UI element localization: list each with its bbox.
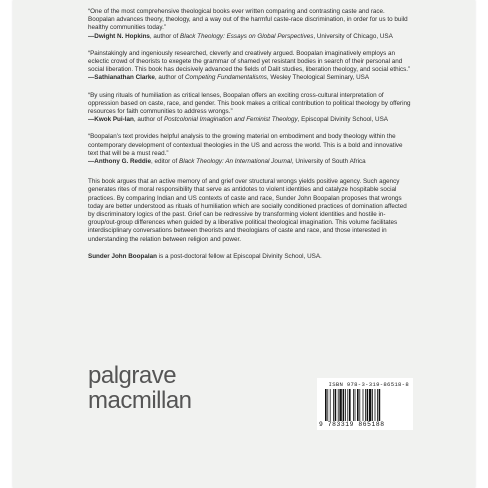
barcode-stripe — [355, 389, 356, 421]
barcode-bars — [321, 389, 409, 421]
endorsement-quote — [88, 133, 413, 166]
publisher-logo — [88, 363, 192, 413]
endorser-name: —Kwok Pui-lan — [88, 116, 134, 124]
barcode-stripe — [365, 389, 366, 421]
quote-attribution: —Dwight N. Hopkins, author of Black Theology: Essays on Global Perspectives, University of Chicago, USA — [88, 32, 393, 40]
author-name: Sunder John Boopalan — [88, 252, 157, 260]
barcode-stripe — [359, 389, 360, 421]
barcode-stripe — [345, 389, 346, 421]
barcode-stripe — [377, 389, 378, 421]
barcode-stripe — [372, 389, 373, 421]
barcode-stripe — [327, 389, 328, 421]
endorser-book-title: Black Theology: An International Journal — [179, 158, 292, 166]
cover-text — [88, 8, 413, 261]
endorser-name: —Sathianathan Clarke — [88, 74, 155, 82]
author-bio-text: is a post-doctoral fellow at Episcopal Divinity School, USA. — [156, 252, 322, 260]
isbn-label: ISBN 978-3-319-86518-8 — [328, 381, 409, 388]
quote-attribution: —Kwok Pui-lan, author of Postcolonial Imagination and Feminist Theology, Episcopal Divinity School, USA — [88, 116, 388, 124]
barcode-stripe — [379, 389, 381, 421]
barcode-stripe — [330, 389, 331, 421]
book-description: This book argues that an active memory of and grief over structural wrongs yields positive agency. Such agency generates rites of moral responsibility that serve as antidotes to violent identities and catalyze hospitable social practices. By comparing Indian and US contexts of caste and race, Sunder John Boopalan proposes that wrongs today are better understood as rituals of humiliation which are socially conditioned practices of domination affected by discriminatory logics of the past. Grief can be redressive by transforming violent identities and hostile in-group/out-group differences when guided by a liberative political theological imagination. This volume facilitates interdisciplinary conversations between theorists and theologians of caste and race, and those interested in understanding the relation between religion and power. — [88, 178, 407, 243]
barcode-stripe — [338, 389, 339, 421]
endorsement-quote — [88, 92, 413, 125]
barcode-stripe — [367, 389, 369, 421]
quote-text: “Painstakingly and ingeniously researched, cleverly and creatively argued. Boopalan imaginatively employs an eclectic crowd of theorists to exegete the grammar of shamed yet resistant bodies in search of their personal and social liberation. This book has decisively advanced the fields of Dalit studies, liberation theology, and social ethics.” — [88, 49, 411, 74]
quote-attribution: —Anthony G. Reddie, editor of Black Theology: An International Journal, University of South Africa — [88, 158, 366, 166]
barcode-stripe — [325, 389, 327, 421]
barcode-number: 9 783319 865188 — [319, 421, 385, 428]
publisher-logo-line1: palgrave — [88, 362, 177, 389]
barcode-stripe — [333, 389, 334, 421]
quote-text: “One of the most comprehensive theological books ever written comparing and contrasting caste and race. Boopalan advances theory, theology, and a way out of the harmful caste-race discrimination, in order for us to build healthy communities today.” — [88, 8, 408, 32]
author-bio — [88, 253, 413, 261]
endorsement-quote — [88, 50, 413, 83]
barcode-stripe — [347, 389, 348, 421]
isbn-barcode — [317, 378, 413, 430]
publisher-logo-line2: macmillan — [88, 387, 192, 414]
endorsement-quote — [88, 8, 413, 41]
barcode-stripe — [339, 389, 341, 421]
endorser-book-title: Competing Fundamentalisms — [184, 74, 267, 82]
quote-text: “By using rituals of humiliation as critical lenses, Boopalan offers an exciting cross-cultural interpretation of oppression based on caste, race, and gender. This book makes a critical contribution to political theology by offering resources for faith communities to address wrongs.” — [88, 91, 411, 116]
barcode-stripe — [349, 389, 351, 421]
barcode-stripe — [353, 389, 354, 421]
barcode-stripe — [343, 389, 345, 421]
barcode-stripe — [335, 389, 337, 421]
endorser-book-title: Black Theology: Essays on Global Perspectives — [180, 32, 314, 40]
endorser-book-title: Postcolonial Imagination and Feminist Theology — [163, 116, 298, 124]
barcode-stripe — [357, 389, 359, 421]
barcode-stripe — [369, 389, 371, 421]
endorser-name: —Anthony G. Reddie — [88, 158, 151, 166]
barcode-stripe — [375, 389, 376, 421]
barcode-stripe — [363, 389, 364, 421]
endorser-name: —Dwight N. Hopkins — [88, 32, 150, 40]
quote-attribution: —Sathianathan Clarke, author of Competing Fundamentalisms, Wesley Theological Seminary, USA — [88, 74, 370, 82]
quote-text: “Boopalan’s text provides helpful analysis to the growing material on embodiment and body theology within the contemporary development of contextual theologies in the US and across the world. This is a bold and innovative text that will be a must read.” — [88, 133, 403, 157]
